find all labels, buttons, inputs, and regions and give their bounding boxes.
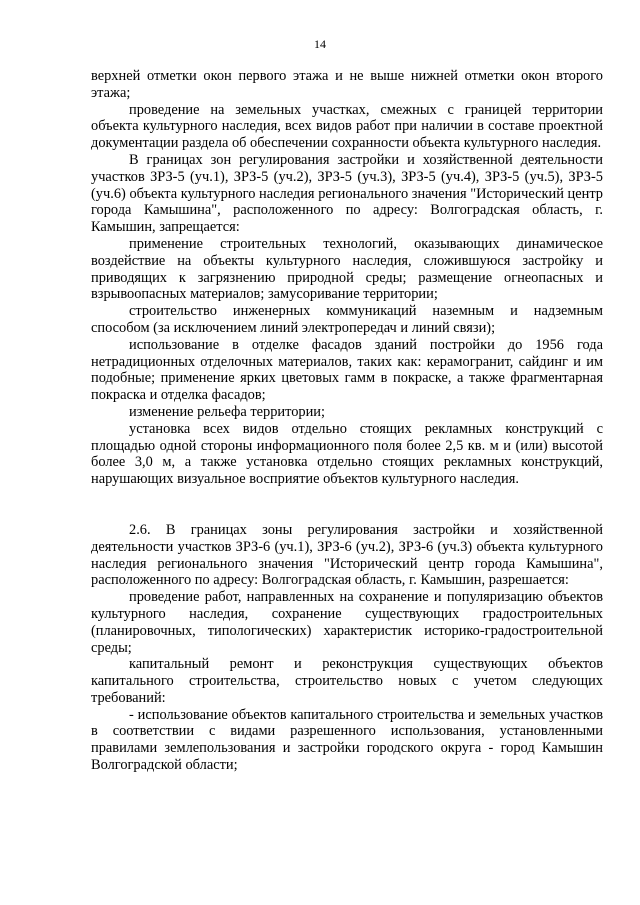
paragraph: применение строительных технологий, оказывающих динамическое воздействие на объекты культурного наследия, сложившуюся застройку и приводящих к загрязнению природной среды; размещение огнеопасных и взрывоопасных материалов; замусоривание территории;	[91, 235, 603, 303]
paragraph: проведение работ, направленных на сохранение и популяризацию объектов культурного наследия, сохранение существующих градостроительных (планировочных, типологических) характеристик историко-градостроительной среды;	[91, 589, 603, 656]
document-body	[91, 68, 603, 774]
page-number: 14	[314, 37, 326, 51]
paragraph: использование в отделке фасадов зданий постройки до 1956 года нетрадиционных отделочных материалов, таких как: керамогранит, сайдинг и им подобные; применение ярких цветовых гамм в покраске, а также фрагментарная покраска и отделка фасадов;	[91, 336, 603, 404]
paragraph: - использование объектов капитального строительства и земельных участков в соответствии с видами разрешенного использования, установленными правилами землепользования и застройки городского округа - город Камышин Волгоградской области;	[91, 706, 603, 774]
paragraph: строительство инженерных коммуникаций наземным и надземным способом (за исключением линий электропередач и линий связи);	[91, 303, 603, 336]
paragraph: установка всех видов отдельно стоящих рекламных конструкций с площадью одной стороны информационного поля более 2,5 кв. м и (или) высотой более 3,0 м, а также установка отдельно стоящих рекламных конструкций, нарушающих визуальное восприятие объектов культурного наследия.	[91, 420, 603, 488]
paragraph: капитальный ремонт и реконструкция существующих объектов капитального строительства, строительство новых с учетом следующих требований:	[91, 656, 603, 706]
paragraph: проведение на земельных участках, смежных с границей территории объекта культурного наследия, всех видов работ при наличии в составе проектной документации раздела об обеспечении сохранности объекта культурного наследия.	[91, 101, 603, 152]
paragraph: изменение рельефа территории;	[129, 403, 326, 420]
paragraph-continuation: верхней отметки окон первого этажа и не выше нижней отметки окон второго этажа;	[91, 68, 603, 101]
paragraph-zrz5-intro: В границах зон регулирования застройки и хозяйственной деятельности участков ЗРЗ-5 (уч.1), ЗРЗ-5 (уч.2), ЗРЗ-5 (уч.3), ЗРЗ-5 (уч.4), ЗРЗ-5 (уч.5), ЗРЗ-5 (уч.6) объекта культурного наследия регионального значения "Исторический центр города Камышина", расположенного по адресу: Волгоградская область, г. Камышин, запрещается:	[91, 151, 603, 236]
section-2-6: 2.6. В границах зоны регулирования застройки и хозяйственной деятельности участков ЗРЗ-6 (уч.1), ЗРЗ-6 (уч.2), ЗРЗ-6 (уч.3) объекта культурного наследия регионального значения "Исторический центр города Камышина", расположенного по адресу: Волгоградская область, г. Камышин, разрешается:	[91, 521, 603, 589]
